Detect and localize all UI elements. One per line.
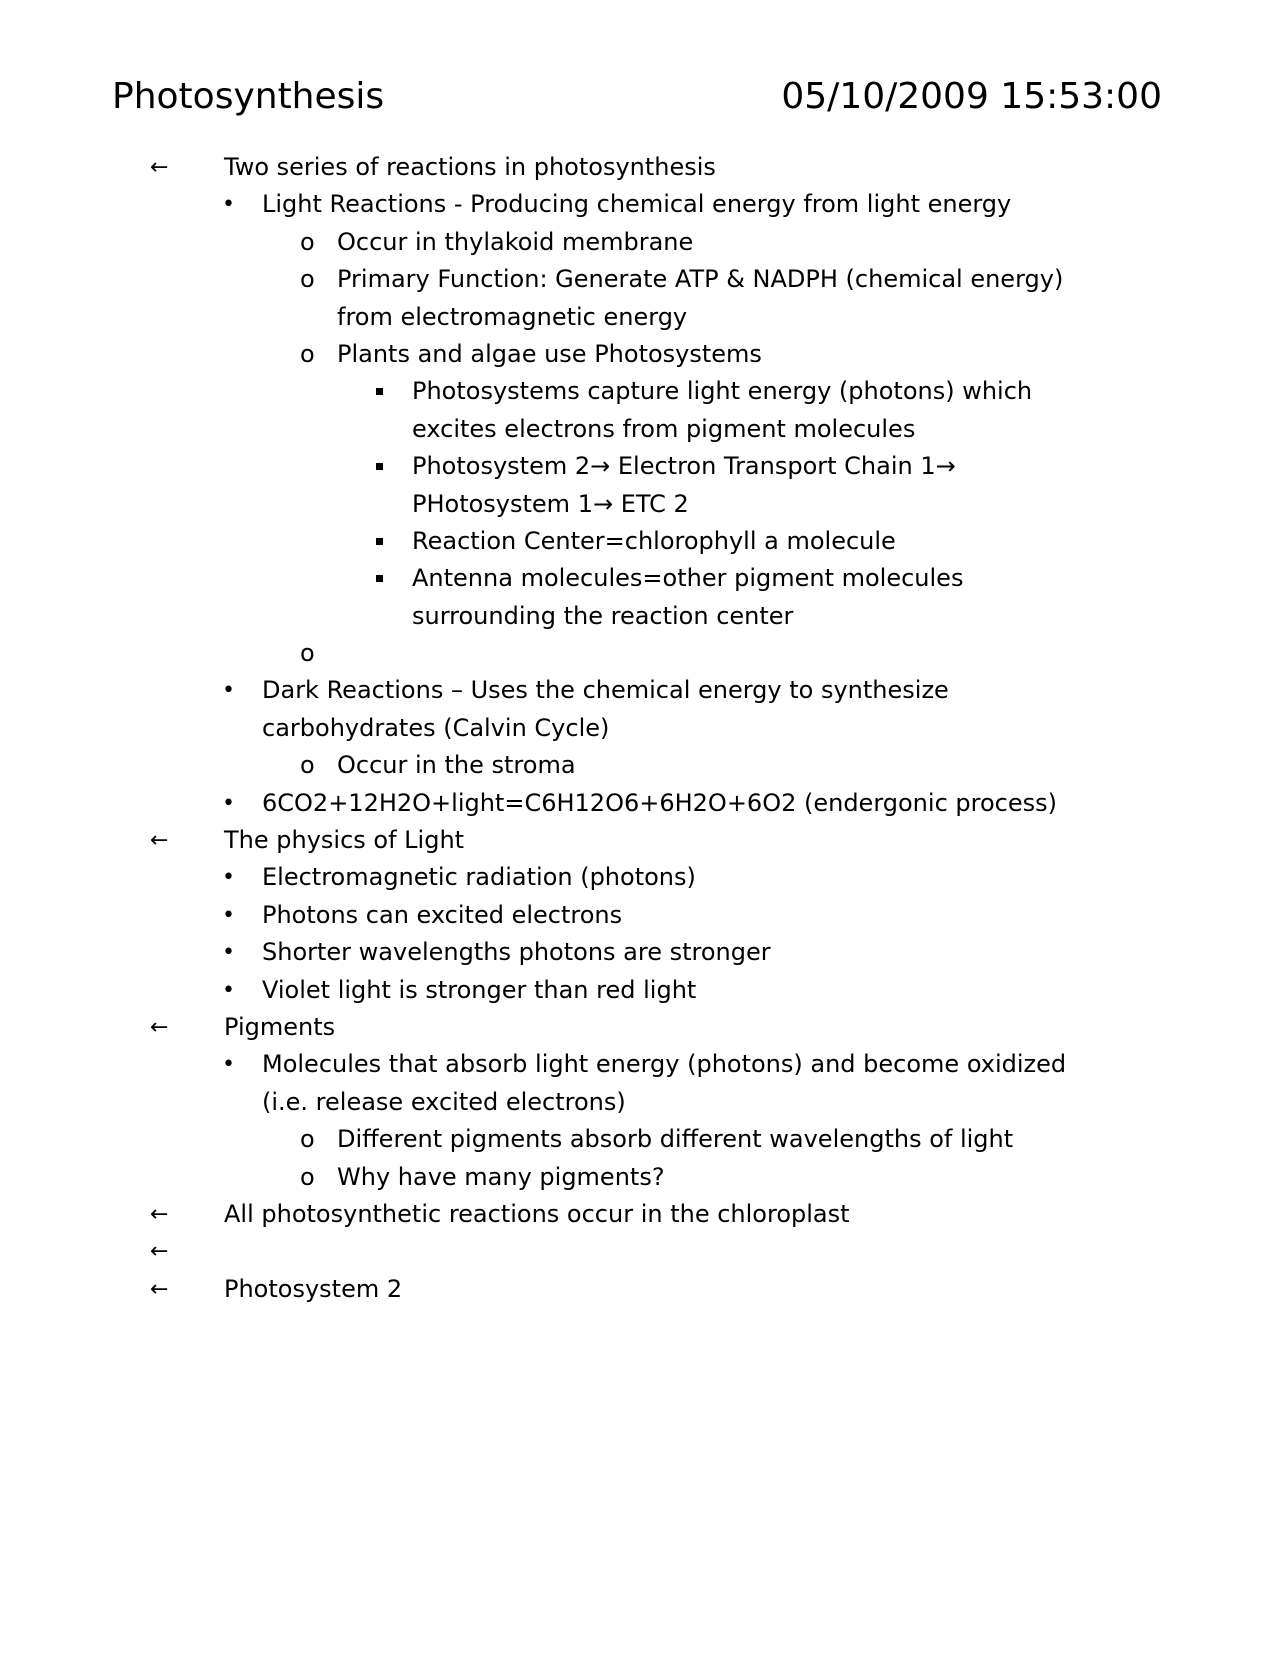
item-text: Occur in the stroma	[337, 751, 576, 780]
bullet-icon: •	[222, 865, 235, 891]
item-text: Photosystem 2→ Electron Transport Chain 1→	[412, 452, 956, 481]
item-text: Light Reactions - Producing chemical energy from light energy	[262, 190, 1012, 219]
arrow-left-icon: ←	[150, 1239, 169, 1265]
outline-item	[0, 1046, 1280, 1083]
outline-item	[0, 448, 1280, 485]
outline-item	[0, 747, 1280, 784]
item-text: Photosystems capture light energy (photons) which	[412, 377, 1033, 406]
item-text: 6CO2+12H2O+light=C6H12O6+6H2O+6O2 (endergonic process)	[262, 788, 1057, 817]
outline-item	[0, 859, 1280, 896]
bullet-icon: •	[222, 678, 235, 704]
item-text: (i.e. release excited electrons)	[262, 1087, 626, 1116]
outline-item	[0, 336, 1280, 373]
outline-item	[0, 1121, 1280, 1158]
outline-item	[0, 785, 1280, 822]
circle-bullet-icon: o	[300, 339, 315, 368]
item-text: Two series of reactions in photosynthesis	[224, 153, 716, 181]
outline-item-empty	[0, 635, 1280, 672]
outline-item	[0, 261, 1280, 298]
page-header	[112, 74, 1162, 124]
item-text: The physics of Light	[224, 826, 465, 855]
circle-bullet-icon: o	[300, 639, 315, 668]
item-text: Molecules that absorb light energy (photons) and become oxidized	[262, 1050, 1067, 1079]
circle-bullet-icon: o	[300, 1162, 315, 1191]
square-bullet-icon	[376, 463, 383, 470]
bullet-icon: •	[222, 902, 235, 928]
item-text: from electromagnetic energy	[337, 302, 688, 331]
item-text: Primary Function: Generate ATP & NADPH (chemical energy)	[337, 265, 1064, 294]
outline-item	[0, 1271, 1280, 1308]
outline-item-continuation	[0, 486, 1280, 523]
outline-item	[0, 186, 1280, 223]
document-title: Photosynthesis	[112, 76, 385, 117]
item-text: Antenna molecules=other pigment molecules	[412, 564, 964, 593]
circle-bullet-icon: o	[300, 751, 315, 780]
circle-bullet-icon: o	[300, 227, 315, 256]
outline-item	[0, 934, 1280, 971]
bullet-icon: •	[222, 977, 235, 1003]
outline-item-continuation	[0, 411, 1280, 448]
arrow-left-icon: ←	[150, 1014, 169, 1040]
item-text: surrounding the reaction center	[412, 601, 794, 630]
circle-bullet-icon: o	[300, 1125, 315, 1154]
square-bullet-icon	[376, 575, 383, 582]
notes-outline	[0, 149, 1280, 1308]
circle-bullet-icon: o	[300, 265, 315, 294]
document-datetime: 05/10/2009 15:53:00	[781, 76, 1162, 117]
item-text: Why have many pigments?	[337, 1162, 665, 1191]
arrow-left-icon: ←	[150, 155, 169, 180]
outline-item	[0, 672, 1280, 709]
item-text: carbohydrates (Calvin Cycle)	[262, 713, 610, 742]
item-text: Photons can excited electrons	[262, 900, 623, 929]
item-text: Violet light is stronger than red light	[262, 975, 697, 1004]
item-text: Shorter wavelengths photons are stronger	[262, 938, 771, 967]
bullet-icon: •	[222, 940, 235, 966]
outline-item	[0, 1159, 1280, 1196]
outline-item	[0, 1009, 1280, 1046]
item-text: All photosynthetic reactions occur in the chloroplast	[224, 1199, 850, 1228]
bullet-icon: •	[222, 790, 235, 816]
item-text: Plants and algae use Photosystems	[337, 339, 762, 368]
arrow-left-icon: ←	[150, 1276, 169, 1302]
arrow-left-icon: ←	[150, 828, 169, 854]
outline-item	[0, 224, 1280, 261]
outline-item	[0, 523, 1280, 560]
arrow-left-icon: ←	[150, 1201, 169, 1227]
bullet-icon: •	[222, 192, 235, 218]
outline-item	[0, 822, 1280, 859]
outline-item-continuation	[0, 1084, 1280, 1121]
outline-item	[0, 560, 1280, 597]
item-text: PHotosystem 1→ ETC 2	[412, 489, 689, 518]
item-text: Pigments	[224, 1012, 336, 1041]
item-text: Dark Reactions – Uses the chemical energy to synthesize	[262, 676, 949, 705]
item-text: excites electrons from pigment molecules	[412, 414, 916, 443]
outline-item-continuation	[0, 598, 1280, 635]
outline-item	[0, 1196, 1280, 1233]
outline-item	[0, 373, 1280, 410]
outline-item	[0, 972, 1280, 1009]
square-bullet-icon	[376, 538, 383, 545]
bullet-icon: •	[222, 1052, 235, 1078]
item-text: Different pigments absorb different wavelengths of light	[337, 1125, 1014, 1154]
outline-item-continuation	[0, 299, 1280, 336]
item-text: Occur in thylakoid membrane	[337, 227, 694, 256]
outline-item-continuation	[0, 710, 1280, 747]
outline-item	[0, 149, 1280, 186]
item-text: Electromagnetic radiation (photons)	[262, 863, 696, 892]
outline-item	[0, 897, 1280, 934]
outline-item-empty	[0, 1233, 1280, 1270]
item-text: Reaction Center=chlorophyll a molecule	[412, 526, 896, 555]
square-bullet-icon	[376, 388, 383, 395]
item-text: Photosystem 2	[224, 1274, 403, 1303]
